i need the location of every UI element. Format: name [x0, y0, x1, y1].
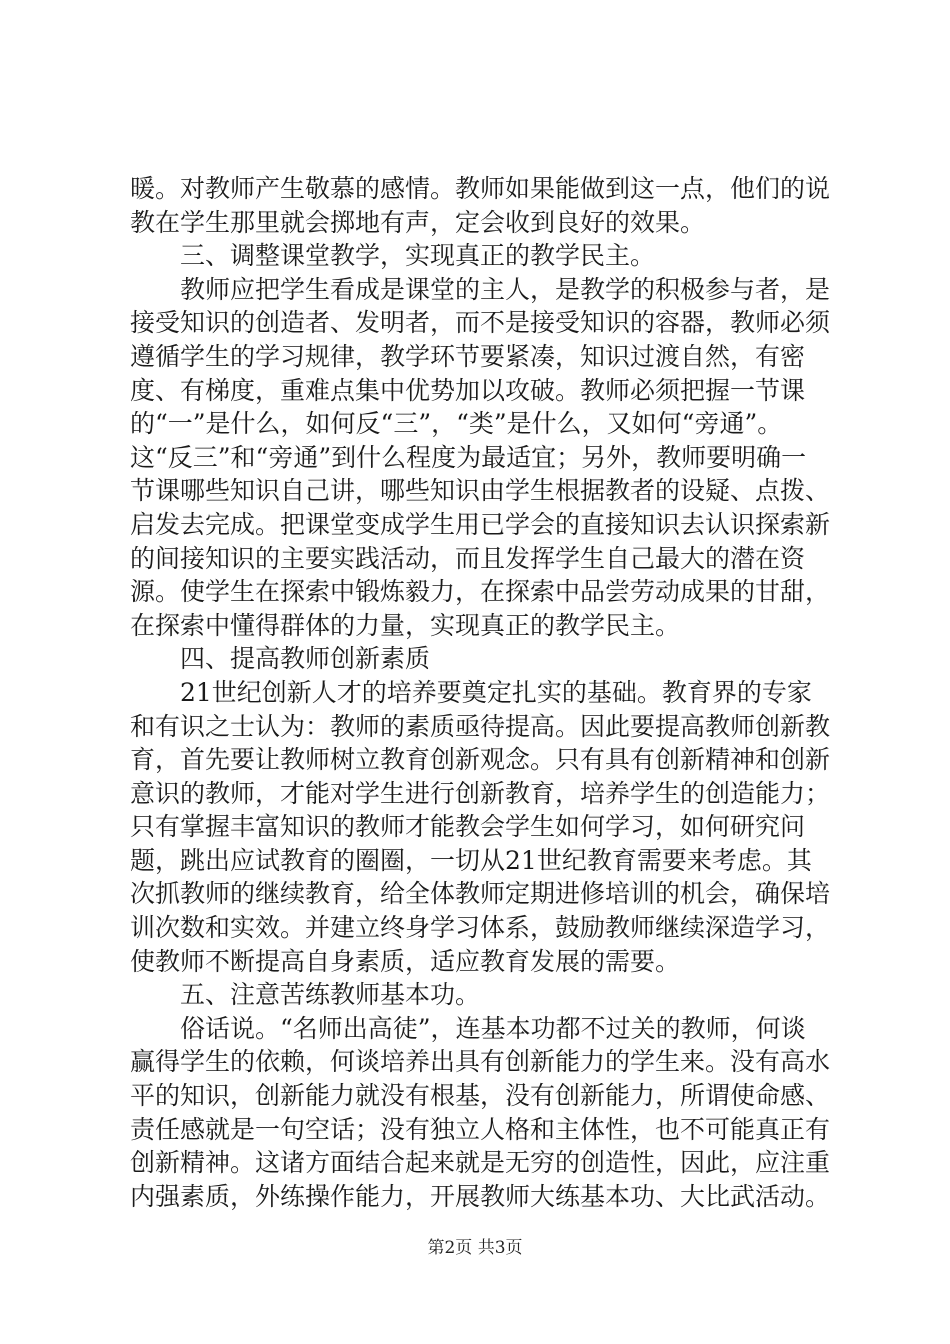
document-body: [130, 172, 830, 1213]
section-heading-4: 四、提高教师创新素质: [180, 644, 431, 674]
section-heading-3: 三、调整课堂教学，实现真正的教学民主。: [180, 241, 656, 271]
paragraph-continuation: 暖。对教师产生敬慕的感情。教师如果能做到这一点，他们的说教在学生那里就会掷地有声，定会收到良好的效果。: [130, 174, 831, 237]
section-heading-5: 五、注意苦练教师基本功。: [180, 980, 481, 1010]
paragraph-basic-skills: 俗话说。“名师出高徒”，连基本功都不过关的教师，何谈赢得学生的依赖，何谈培养出具有创新能力的学生来。没有高水平的知识，创新能力就没有根基，没有创新能力，所谓使命感、责任感就是一句空话；没有独立人格和主体性，也不可能真正有创新精神。这诸方面结合起来就是无穷的创造性，因此，应注重内强素质，外练操作能力，开展教师大练基本功、大比武活动。: [130, 1013, 831, 1211]
paragraph-classroom-democracy: 教师应把学生看成是课堂的主人，是教学的积极参与者，是接受知识的创造者、发明者，而不是接受知识的容器，教师必须遵循学生的学习规律，教学环节要紧凑，知识过渡自然，有密度、有梯度，重难点集中优势加以攻破。教师必须把握一节课的“一”是什么，如何反“三”，“类”是什么，又如何“旁通”。这“反三”和“旁通”到什么程度为最适宜；另外，教师要明确一节课哪些知识自己讲，哪些知识由学生根据教者的设疑、点拨、启发去完成。把课堂变成学生用已学会的直接知识去认识探索新的间接知识的主要实践活动，而且发挥学生自己最大的潜在资源。使学生在探索中锻炼毅力，在探索中品尝劳动成果的甘甜，在探索中懂得群体的力量，实现真正的教学民主。: [130, 274, 831, 640]
page-number-footer: 第2页 共3页: [427, 1238, 523, 1258]
paragraph-innovation-quality: 21世纪创新人才的培养要奠定扎实的基础。教育界的专家和有识之士认为：教师的素质亟待提高。因此要提高教师创新教育，首先要让教师树立教育创新观念。只有具有创新精神和创新意识的教师，才能对学生进行创新教育，培养学生的创造能力；只有掌握丰富知识的教师才能教会学生如何学习，如何研究问题，跳出应试教育的圈圈，一切从21世纪教育需要来考虑。其次抓教师的继续教育，给全体教师定期进修培训的机会，确保培训次数和实效。并建立终身学习体系，鼓励教师继续深造学习，使教师不断提高自身素质，适应教育发展的需要。: [130, 677, 831, 976]
